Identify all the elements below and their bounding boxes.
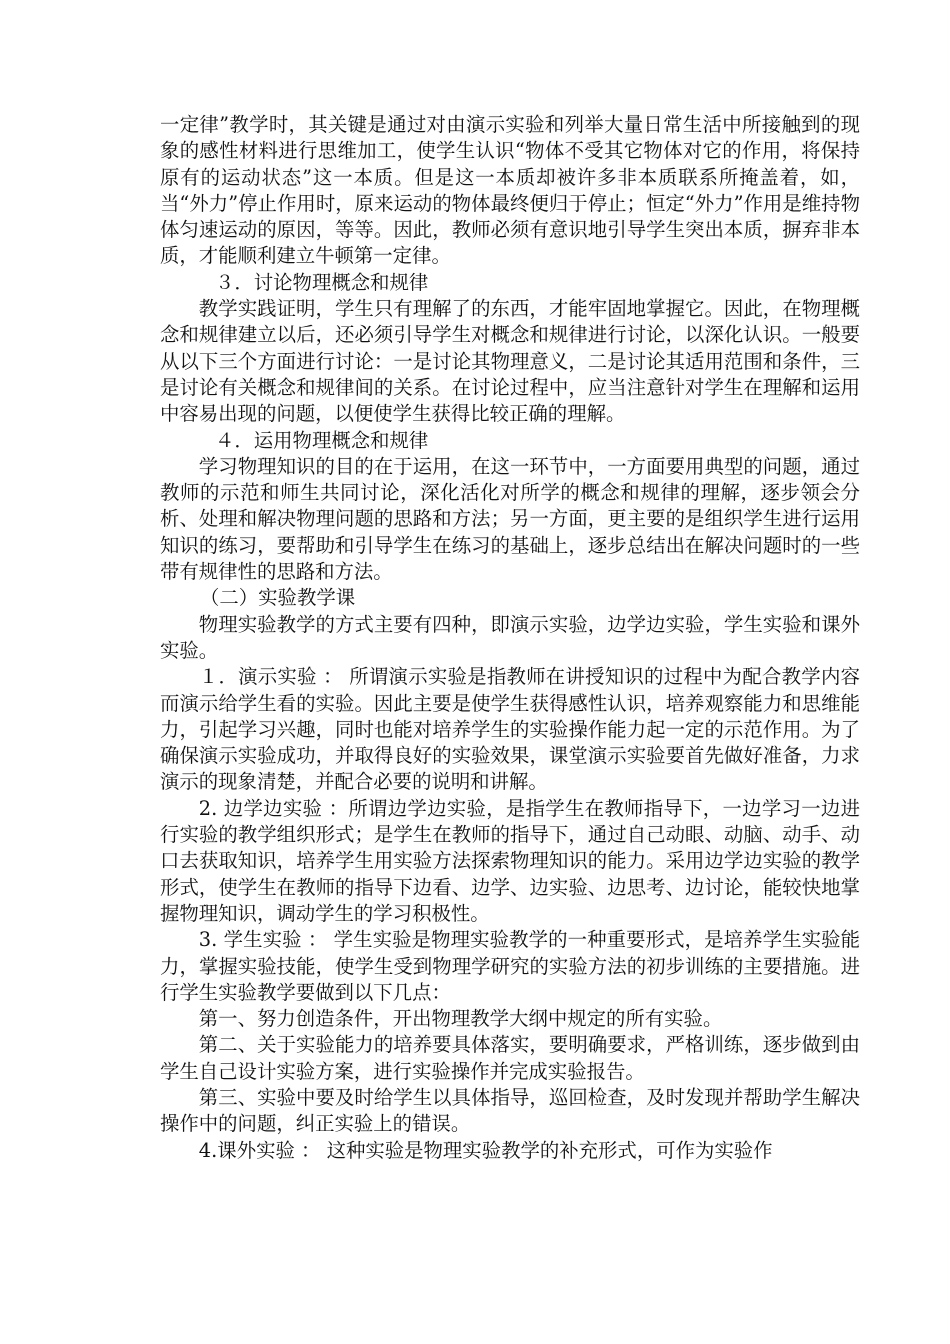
heading-apply-concepts: ４．运用物理概念和规律 xyxy=(215,428,429,452)
paragraph-point-two: 第二、关于实验能力的培养要具体落实，要明确要求，严格训练，逐步做到由学生自己设计实验方案，进行实验操作并完成实验报告。 xyxy=(160,1033,860,1083)
paragraph-experiment-types: 物理实验教学的方式主要有四种，即演示实验，边学边实验，学生实验和课外实验。 xyxy=(160,612,860,662)
heading-discuss-concepts: ３．讨论物理概念和规律 xyxy=(215,270,429,294)
paragraph-newton-law: 一定律”教学时，其关键是通过对由演示实验和列举大量日常生活中所接触到的现象的感性材料进行思维加工，使学生认识“物体不受其它物体对它的作用，将保持原有的运动状态”这一本质。但是这一本质却被许多非本质联系所掩盖着，如，当“外力”停止作用时，原来运动的物体最终便归于停止；恒定“外力”作用是维持物体匀速运动的原因，等等。因此，教师必须有意识地引导学生突出本质，摒弃非本质，才能顺利建立牛顿第一定律。 xyxy=(160,113,860,268)
paragraph-point-one: 第一、努力创造条件，开出物理教学大纲中规定的所有实验。 xyxy=(198,1007,723,1031)
paragraph-extracurricular-experiment: 4.课外实验 ： 这种实验是物理实验教学的补充形式，可作为实验作 xyxy=(198,1138,773,1162)
paragraph-demo-experiment: １．演示实验 ： 所谓演示实验是指教师在讲授知识的过程中为配合教学内容而演示给学生看的实验。因此主要是使学生获得感性认识，培养观察能力和思维能力，引起学习兴趣，同时也能对培养学生的实验操作能力起一定的示范作用。为了确保演示实验成功，并取得良好的实验效果，课堂演示实验要首先做好准备，力求演示的现象清楚，并配合必要的说明和讲解。 xyxy=(160,665,860,794)
heading-experiment-class: （二）实验教学课 xyxy=(200,586,356,610)
document-page xyxy=(160,112,860,1164)
paragraph-discuss-concepts: 教学实践证明，学生只有理解了的东西，才能牢固地掌握它。因此，在物理概念和规律建立以后，还必须引导学生对概念和规律进行讨论，以深化认识。一般要从以下三个方面进行讨论：一是讨论其物理意义，二是讨论其适用范围和条件，三是讨论有关概念和规律间的关系。在讨论过程中，应当注意针对学生在理解和运用中容易出现的问题，以便使学生获得比较正确的理解。 xyxy=(160,297,860,426)
paragraph-point-three: 第三、实验中要及时给学生以具体指导，巡回检查，及时发现并帮助学生解决操作中的问题，纠正实验上的错误。 xyxy=(160,1085,860,1136)
paragraph-apply-concepts: 学习物理知识的目的在于运用，在这一环节中，一方面要用典型的问题，通过教师的示范和师生共同讨论，深化活化对所学的概念和规律的理解，逐步领会分析、处理和解决物理问题的思路和方法；另一方面，更主要的是组织学生进行运用知识的练习，要帮助和引导学生在练习的基础上，逐步总结出在解决问题时的一些带有规律性的思路和方法。 xyxy=(160,454,860,584)
paragraph-learn-while-experiment: 2. 边学边实验 ：所谓边学边实验，是指学生在教师指导下，一边学习一边进行实验的教学组织形式；是学生在教师的指导下，通过自己动眼、动脑、动手、动口去获取知识，培养学生用实验方法探索物理知识的能力。采用边学边实验的教学形式，使学生在教师的指导下边看、边学、边实验、边思考、边讨论，能较快地掌握物理知识，调动学生的学习积极性。 xyxy=(160,796,860,925)
paragraph-student-experiment: 3. 学生实验 ： 学生实验是物理实验教学的一种重要形式，是培养学生实验能力，掌握实验技能，使学生受到物理学研究的实验方法的初步训练的主要措施。进行学生实验教学要做到以下几点： xyxy=(160,928,860,1004)
